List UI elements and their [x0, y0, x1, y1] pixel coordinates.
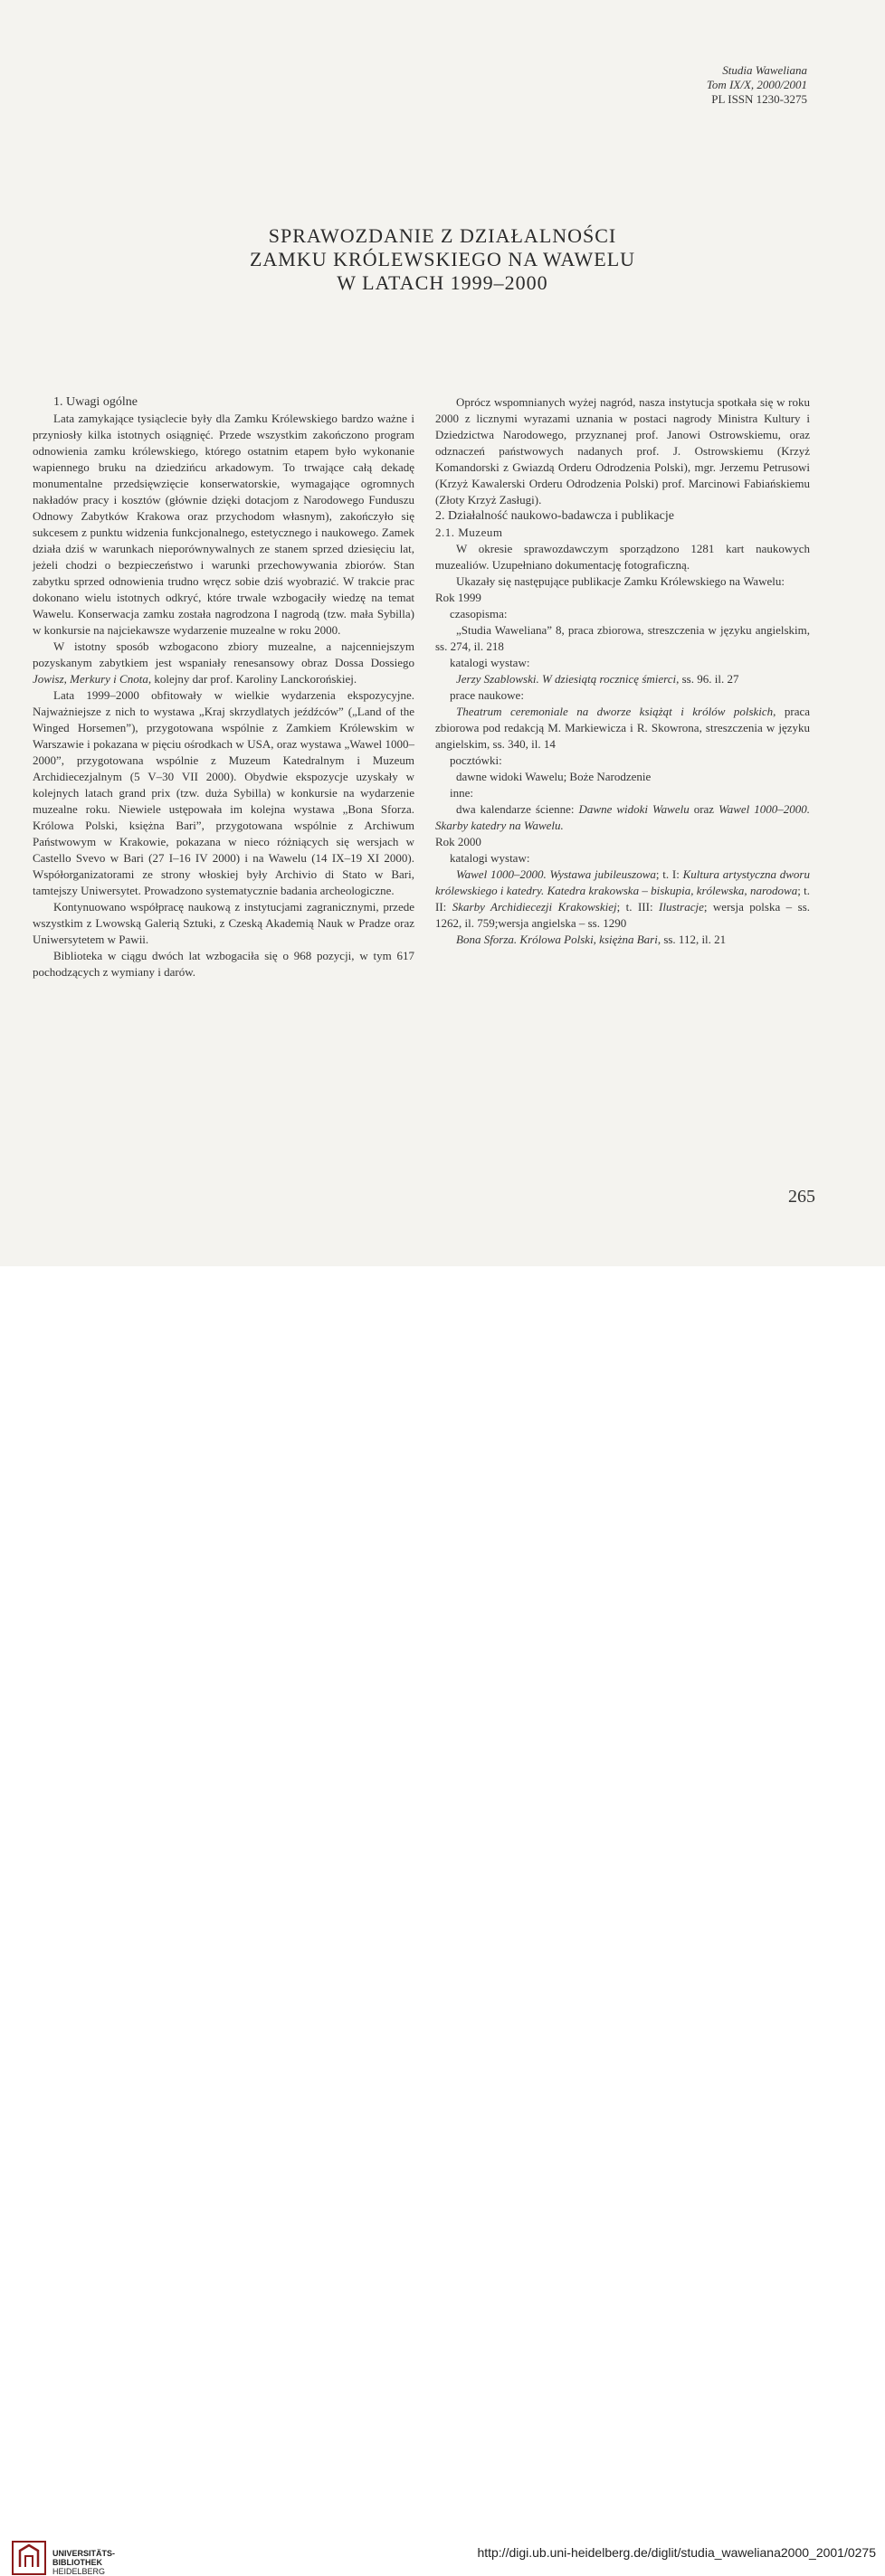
paragraph: Kontynuowano współpracę naukową z instytucjami zagranicznymi, przede wszystkim z Lwowską Galerią Sztuki, z Czeską Akademią Nauk w Pradze oraz Uniwersytetem w Pawii. [33, 900, 414, 946]
publication-entry: „Studia Waweliana” 8, praca zbiorowa, streszczenia w języku angielskim, ss. 274, il. 218 [435, 623, 810, 653]
section-heading-research: 2. Działalność naukowo-badawcza i publikacje [435, 509, 674, 523]
category-label: czasopisma: [450, 607, 508, 620]
publication-entry: Theatrum ceremoniale na dworze książąt i królów polskich, praca zbiorowa pod redakcją M. Markiewicza i R. Skowrona, streszczenia w języku angielskim, ss. 340, il. 14 [435, 705, 811, 751]
source-url-link[interactable]: http://digi.ub.uni-heidelberg.de/diglit/studia_waweliana2000_2001/0275 [477, 2545, 876, 2560]
title-line-1: SPRAWOZDANIE Z DZIAŁALNOŚCI [268, 224, 617, 247]
left-column [33, 394, 414, 980]
paragraph: Ukazały się następujące publikacje Zamku Królewskiego na Wawelu: [456, 574, 785, 588]
paragraph: Biblioteka w ciągu dwóch lat wzbogaciła się o 968 pozycji, w tym 617 pochodzących z wymiany i darów. [33, 949, 414, 979]
digitization-footer [0, 1266, 885, 2576]
paragraph: Lata 1999–2000 obfitowały w wielkie wydarzenia ekspozycyjne. Najważniejsze z nich to wystawa „Kraj skrzydlatych jeźdźców” („Land of the Winged Horsemen”), przygotowana wspólnie z Zamkiem Królewskim w Warszawie i pokazana w pięciu ośrodkach w USA, oraz wystawa „Wawel 1000–2000”, przygotowana wspólnie z Muzeum Katedralnym i Muzeum Archidiecezjalnym (5 V–30 VII 2000). Obydwie ekspozycje uzyskały w kolejnych latach grand prix (tzw. duża Sybilla) w konkursie na wydarzenie muzealne roku. Niewiele ustępowała im kolejna wystawa „Bona Sforza. Królowa Polski, księżna Bari”, przygotowana wspólnie z Archiwum Państwowym w Krakowie, pokazana w nieco różniących się wersjach w Castello Svevo w Bari (27 I–16 IV 2000) i na Wawelu (14 IX–19 XI 2000). Współorganizatorami ze strony włoskiej były Archivio di Stato w Bari, tamtejszy Uniwersytet. Prowadzono systematycznie badania archeologiczne. [33, 688, 414, 897]
category-label: inne: [450, 786, 473, 800]
paragraph: Oprócz wspomnianych wyżej nagród, nasza instytucja spotkała się w roku 2000 z licznymi wyrazami uznania w postaci nagrody Ministra Kultury i Dziedzictwa Narodowego, przyznanej prof. Janowi Ostrowskiemu, oraz odznaczeń państwowych nadanych prof. J. Ostrowskiemu (Krzyż Komandorski z Gwiazdą Orderu Odrodzenia Polski), mgr. Jerzemu Petrusowi (Krzyż Kawalerski Orderu Odrodzenia Polski) prof. Marcinowi Fabiańskiemu (Złoty Krzyż Zasługi). [435, 395, 810, 507]
publication-entry: Bona Sforza. Królowa Polski, księżna Bari, ss. 112, il. 21 [456, 933, 727, 946]
paragraph: W okresie sprawozdawczym sporządzono 1281 kart naukowych muzealiów. Uzupełniano dokumentację fotograficzną. [435, 542, 810, 572]
paragraph: Lata zamykające tysiąclecie były dla Zamku Królewskiego bardzo ważne i przyniosły kilka istotnych osiągnięć. Przede wszystkim zakończono program odnowienia zamku królewskiego, którego ostatnim etapem było wykonanie wapiennego bruku na dziedzińcu arkadowym. To trwające całą dekadę monumentalne przedsięwzięcie konserwatorskie, wymagające ogromnych nakładów pracy i kosztów (głównie dzięki dotacjom z Narodowego Funduszu Odnowy Zabytków Krakowa oraz przychodom własnym), zakończyło się sukcesem z punktu widzenia funkcjonalnego, estetycznego i naukowego. Zamek działa dziś w warunkach nieporównywalnych ze stanem sprzed dziesięciu lat, jeżeli chodzi o bezpieczeństwo i warunki przechowywania zbiorów. Stan zabytku sprzed odnowienia trudno wręcz sobie dziś wyobrazić. W trakcie prac dokonano wielu istotnych odkryć, które trwale wzbogaciły wiedzę na temat Wawelu. Konserwacja zamku została nagrodzona I nagrodą (tzw. mała Sybilla) w konkursie na najciekawsze wydarzenie muzealne w roku 2000. [33, 412, 414, 637]
section-heading-general: 1. Uwagi ogólne [53, 395, 138, 409]
subsection-heading-museum: 2.1. Muzeum [435, 526, 503, 539]
category-label: pocztówki: [450, 753, 502, 767]
library-logo-icon [11, 2540, 47, 2576]
publication-entry: Wawel 1000–2000. Wystawa jubileuszowa; t. I: Kultura artystyczna dworu królewskiego i katedry. Katedra krakowska – biskupia, królewska, narodowa; t. II: Skarby Archidiecezji Krakowskiej; t. III: Ilustracje; wersja polska – ss. 1262, il. 759;wersja angielska – ss. 1290 [435, 867, 811, 930]
journal-header [707, 63, 807, 107]
scanned-page [0, 0, 885, 1266]
publication-entry: dawne widoki Wawelu; Boże Narodzenie [456, 770, 652, 783]
category-label: katalogi wystaw: [450, 851, 530, 865]
journal-volume: Tom IX/X, 2000/2001 [706, 78, 807, 91]
category-label: katalogi wystaw: [450, 656, 530, 669]
journal-issn: PL ISSN 1230-3275 [711, 92, 807, 106]
journal-name: Studia Waweliana [722, 63, 807, 77]
library-name: UNIVERSITÄTS- BIBLIOTHEK HEIDELBERG [52, 2549, 116, 2576]
title-line-3: W LATACH 1999–2000 [337, 271, 548, 294]
publication-entry: Jerzy Szablowski. W dziesiątą rocznicę śmierci, ss. 96. il. 27 [456, 672, 739, 686]
category-label: prace naukowe: [450, 688, 524, 702]
year-heading-1999: Rok 1999 [435, 591, 481, 604]
article-title [0, 224, 885, 295]
page-number: 265 [788, 1187, 815, 1207]
paragraph: W istotny sposób wzbogacono zbiory muzealne, a najcenniejszym pozyskanym zabytkiem jest wspaniały renesansowy obraz Dossa Dossiego Jowisz, Merkury i Cnota, kolejny dar prof. Karoliny Lanckorońskiej. [33, 639, 414, 686]
title-line-2: ZAMKU KRÓLEWSKIEGO NA WAWELU [249, 248, 636, 270]
year-heading-2000: Rok 2000 [435, 835, 481, 848]
right-column [435, 394, 810, 948]
publication-entry: dwa kalendarze ścienne: Dawne widoki Wawelu oraz Wawel 1000–2000. Skarby katedry na Wawelu. [435, 802, 811, 832]
